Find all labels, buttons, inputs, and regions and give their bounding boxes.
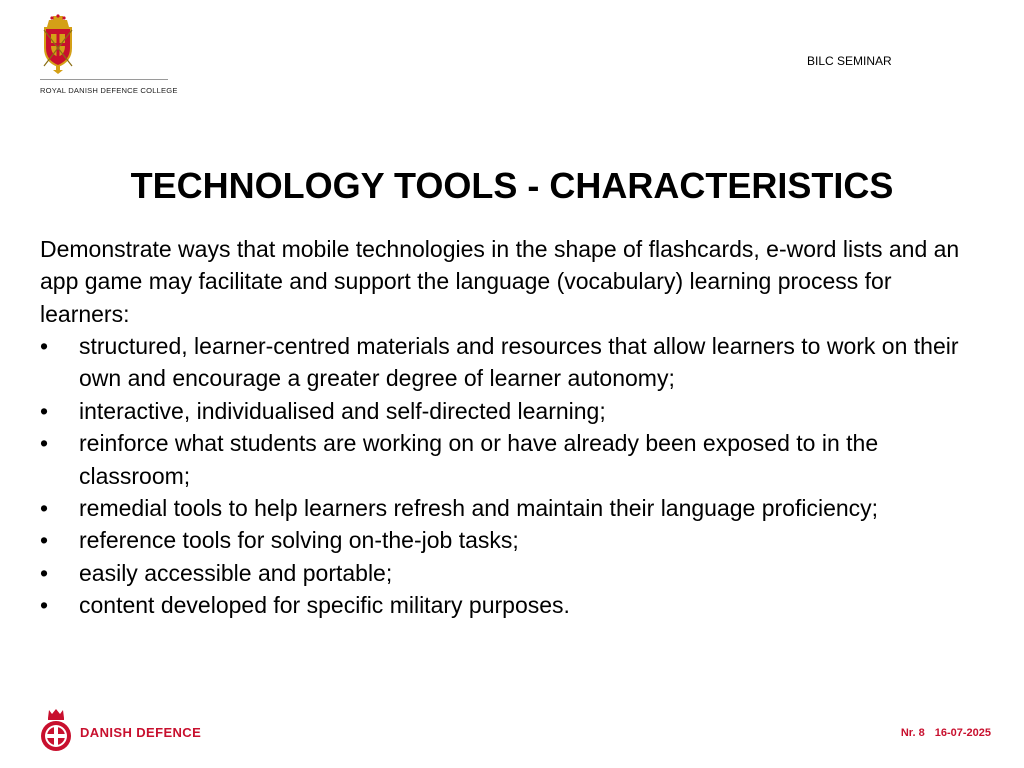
bullet-marker: • xyxy=(40,592,49,619)
bullet-marker: • xyxy=(40,527,49,554)
bullet-text: content developed for specific military purposes. xyxy=(79,592,570,619)
bullet-item xyxy=(40,427,985,492)
slide-date: 16-07-2025 xyxy=(934,727,991,739)
bullet-text: remedial tools to help learners refresh and maintain their language proficiency; xyxy=(79,495,879,522)
bullet-item xyxy=(40,589,985,621)
bullet-text: reinforce what students are working on or have already been exposed to in the classroom; xyxy=(79,430,879,489)
slide-intro: Demonstrate ways that mobile technologies in the shape of flashcards, e-word lists and an app game may facilitate and support the language (vocabulary) learning process for learners: xyxy=(40,236,960,327)
bullet-text: reference tools for solving on-the-job tasks; xyxy=(79,527,519,554)
danish-defence-wordmark: DANISH DEFENCE xyxy=(80,725,202,740)
bullet-text: interactive, individualised and self-directed learning; xyxy=(79,397,606,424)
college-divider xyxy=(40,79,168,80)
royal-crest-icon xyxy=(41,14,75,74)
seminar-label: BILC SEMINAR xyxy=(807,54,892,68)
page-number: Nr. 8 xyxy=(900,727,925,739)
bullet-item xyxy=(40,330,985,395)
bullet-item xyxy=(40,395,985,427)
bullet-marker: • xyxy=(40,495,49,522)
slide-title: TECHNOLOGY TOOLS - CHARACTERISTICS xyxy=(130,165,894,206)
bullet-text: easily accessible and portable; xyxy=(79,559,393,586)
college-logo xyxy=(40,14,178,95)
bullet-marker: • xyxy=(40,559,49,586)
bullet-marker: • xyxy=(40,333,49,359)
bullet-item xyxy=(40,524,985,556)
bullet-item xyxy=(40,492,985,524)
bullet-list xyxy=(40,330,985,622)
college-name: ROYAL DANISH DEFENCE COLLEGE xyxy=(40,86,178,95)
bullet-item xyxy=(40,557,985,589)
bullet-text: structured, learner-centred materials and resources that allow learners to work on their own and encourage a greater degree of learner autonomy; xyxy=(79,333,959,392)
bullet-marker: • xyxy=(40,397,49,424)
footer-info xyxy=(901,727,991,739)
bullet-marker: • xyxy=(40,430,49,457)
danish-defence-emblem-icon xyxy=(38,707,74,752)
